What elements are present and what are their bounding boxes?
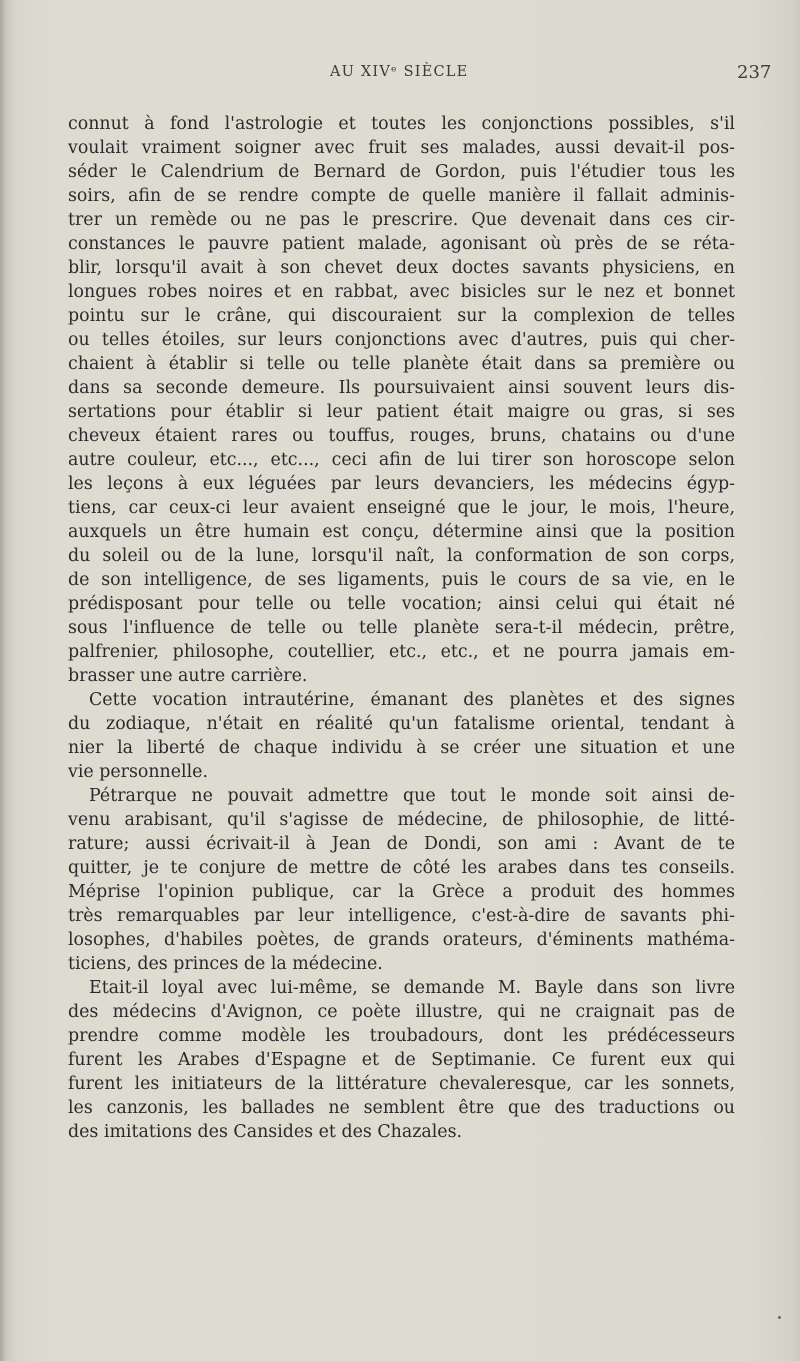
text-line: auxquels un être humain est conçu, détermine ainsi que la position [68, 522, 735, 542]
text-line: venu arabisant, qu'il s'agisse de médecine, de philosophie, de litté- [68, 810, 735, 830]
text-line: losophes, d'habiles poètes, de grands orateurs, d'éminents mathéma- [68, 930, 735, 950]
text-line: séder le Calendrium de Bernard de Gordon, puis l'étudier tous les [68, 162, 735, 182]
text-line: rature; aussi écrivait-il à Jean de Dondi, son ami : Avant de te [68, 834, 735, 854]
text-line: quitter, je te conjure de mettre de côté les arabes dans tes conseils. [68, 858, 735, 878]
text-line: voulait vraiment soigner avec fruit ses malades, aussi devait-il pos- [68, 138, 735, 158]
text-line: Pétrarque ne pouvait admettre que tout le monde soit ainsi de- [89, 786, 735, 806]
text-line: brasser une autre carrière. [68, 666, 308, 686]
text-line: furent les initiateurs de la littérature chevaleresque, car les sonnets, [68, 1074, 735, 1094]
text-line: dans sa seconde demeure. Ils poursuivaient ainsi souvent leurs dis- [68, 378, 735, 398]
text-line: les leçons à eux léguées par leurs devanciers, les médecins égyp- [68, 474, 735, 494]
text-line: du zodiaque, n'était en réalité qu'un fatalisme oriental, tendant à [68, 714, 735, 734]
text-line: ou telles étoiles, sur leurs conjonctions avec d'autres, puis qui cher- [68, 330, 735, 350]
text-line: les canzonis, les ballades ne semblent être que des traductions ou [68, 1098, 735, 1118]
text-line: constances le pauvre patient malade, agonisant où près de se réta- [68, 234, 735, 254]
text-line: prédisposant pour telle ou telle vocation; ainsi celui qui était né [68, 594, 735, 614]
paper-speck [778, 1316, 781, 1319]
text-line: des imitations des Cansides et des Chazales. [68, 1122, 463, 1142]
text-line: sertations pour établir si leur patient était maigre ou gras, si ses [68, 402, 735, 422]
text-line: ticiens, des princes de la médecine. [68, 954, 383, 974]
text-line: connut à fond l'astrologie et toutes les conjonctions possibles, s'il [68, 114, 735, 134]
text-line: Etait-il loyal avec lui-même, se demande M. Bayle dans son livre [89, 978, 735, 998]
text-line: prendre comme modèle les troubadours, dont les prédécesseurs [68, 1026, 735, 1046]
text-line: cheveux étaient rares ou touffus, rouges, bruns, chatains ou d'une [68, 426, 735, 446]
text-line: sous l'influence de telle ou telle planète sera-t-il médecin, prêtre, [68, 618, 735, 638]
text-line: trer un remède ou ne pas le prescrire. Que devenait dans ces cir- [68, 210, 735, 230]
text-line: chaient à établir si telle ou telle planète était dans sa première ou [68, 354, 735, 374]
text-line: du soleil ou de la lune, lorsqu'il naît, la conformation de son corps, [68, 546, 735, 566]
text-line: nier la liberté de chaque individu à se créer une situation et une [68, 738, 735, 758]
body-text [68, 112, 735, 1144]
running-header [0, 64, 800, 88]
text-line: autre couleur, etc..., etc..., ceci afin de lui tirer son horoscope selon [68, 450, 735, 470]
text-line: de son intelligence, de ses ligaments, puis le cours de sa vie, en le [68, 570, 735, 590]
text-line: pointu sur le crâne, qui discouraient sur la complexion de telles [68, 306, 735, 326]
text-line: soirs, afin de se rendre compte de quelle manière il fallait adminis- [68, 186, 735, 206]
text-line: Méprise l'opinion publique, car la Grèce a produit des hommes [68, 882, 735, 902]
running-title: AU XIVᵉ SIÈCLE [330, 64, 469, 80]
text-line: Cette vocation intrautérine, émanant des planètes et des signes [89, 690, 735, 710]
text-line: des médecins d'Avignon, ce poète illustre, qui ne craignait pas de [68, 1002, 735, 1022]
text-line: blir, lorsqu'il avait à son chevet deux doctes savants physiciens, en [68, 258, 735, 278]
text-line: palfrenier, philosophe, coutellier, etc., etc., et ne pourra jamais em- [68, 642, 735, 662]
text-line: longues robes noires et en rabbat, avec bisicles sur le nez et bonnet [68, 282, 735, 302]
text-line: tiens, car ceux-ci leur avaient enseigné que le jour, le mois, l'heure, [68, 498, 735, 518]
text-line: vie personnelle. [68, 762, 208, 782]
text-line: très remarquables par leur intelligence, c'est-à-dire de savants phi- [68, 906, 735, 926]
page-number: 237 [737, 62, 772, 83]
text-line: furent les Arabes d'Espagne et de Septimanie. Ce furent eux qui [68, 1050, 735, 1070]
